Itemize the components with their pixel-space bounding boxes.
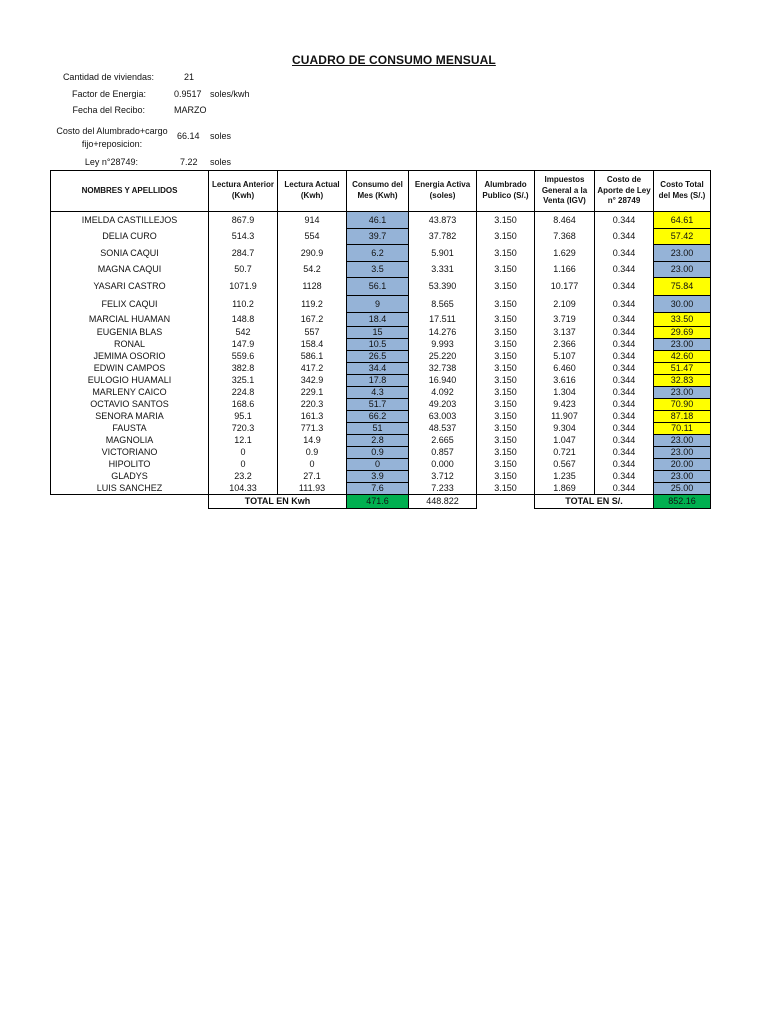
cell-lectura-actual: 557 — [278, 327, 347, 339]
cell-lectura-anterior: 110.2 — [209, 296, 278, 313]
cell-igv: 5.107 — [535, 351, 595, 363]
table-row — [51, 278, 711, 296]
cell-total: 57.42 — [654, 229, 711, 245]
cell-igv: 3.616 — [535, 375, 595, 387]
cell-lectura-anterior: 325.1 — [209, 375, 278, 387]
cell-alumbrado: 3.150 — [477, 313, 535, 327]
cell-lectura-anterior: 104.33 — [209, 483, 278, 495]
cell-total: 33.50 — [654, 313, 711, 327]
cell-total: 64.61 — [654, 212, 711, 229]
cell-lectura-actual: 220.3 — [278, 399, 347, 411]
cell-lectura-anterior: 382.8 — [209, 363, 278, 375]
cell-lectura-actual: 111.93 — [278, 483, 347, 495]
ley-value: 7.22 — [180, 157, 198, 167]
cell-consumo: 46.1 — [347, 212, 409, 229]
cell-aporte: 0.344 — [595, 387, 654, 399]
cell-lectura-anterior: 514.3 — [209, 229, 278, 245]
cell-energia: 3.331 — [409, 262, 477, 278]
factor-label: Factor de Energia: — [71, 89, 146, 99]
cell-nombre: MAGNOLIA — [51, 435, 209, 447]
cell-aporte: 0.344 — [595, 423, 654, 435]
cell-energia: 37.782 — [409, 229, 477, 245]
cell-lectura-anterior: 720.3 — [209, 423, 278, 435]
fecha-value: MARZO — [174, 105, 207, 115]
cell-lectura-actual: 914 — [278, 212, 347, 229]
cell-consumo: 26.5 — [347, 351, 409, 363]
totals-spacer — [51, 495, 209, 509]
factor-value: 0.9517 — [174, 89, 202, 99]
cell-energia: 25.220 — [409, 351, 477, 363]
header-lectura-anterior: Lectura Anterior (Kwh) — [209, 171, 278, 212]
cell-consumo: 4.3 — [347, 387, 409, 399]
cell-lectura-actual: 771.3 — [278, 423, 347, 435]
cell-nombre: IMELDA CASTILLEJOS — [51, 212, 209, 229]
cell-alumbrado: 3.150 — [477, 278, 535, 296]
cell-consumo: 66.2 — [347, 411, 409, 423]
total-kwh-label: TOTAL EN Kwh — [209, 495, 347, 509]
cell-nombre: JEMIMA OSORIO — [51, 351, 209, 363]
cell-total: 23.00 — [654, 387, 711, 399]
cell-alumbrado: 3.150 — [477, 411, 535, 423]
cell-alumbrado: 3.150 — [477, 229, 535, 245]
consumo-table — [50, 170, 711, 509]
cell-consumo: 7.6 — [347, 483, 409, 495]
cell-igv: 0.567 — [535, 459, 595, 471]
cell-igv: 1.869 — [535, 483, 595, 495]
cell-lectura-anterior: 147.9 — [209, 339, 278, 351]
cell-nombre: MAGNA CAQUI — [51, 262, 209, 278]
cell-total: 23.00 — [654, 245, 711, 262]
cell-igv: 8.464 — [535, 212, 595, 229]
table-header-row — [51, 171, 711, 212]
cell-alumbrado: 3.150 — [477, 483, 535, 495]
table-row — [51, 229, 711, 245]
cell-energia: 0.000 — [409, 459, 477, 471]
header-total: Costo Total del Mes (S/.) — [654, 171, 711, 212]
totals-row — [51, 495, 711, 509]
cell-aporte: 0.344 — [595, 262, 654, 278]
cell-consumo: 51 — [347, 423, 409, 435]
cell-total: 75.84 — [654, 278, 711, 296]
cell-lectura-anterior: 542 — [209, 327, 278, 339]
table-row — [51, 411, 711, 423]
cell-lectura-actual: 554 — [278, 229, 347, 245]
cell-alumbrado: 3.150 — [477, 262, 535, 278]
table-row — [51, 387, 711, 399]
cell-total: 23.00 — [654, 435, 711, 447]
cell-aporte: 0.344 — [595, 483, 654, 495]
cell-energia: 2.665 — [409, 435, 477, 447]
cell-lectura-actual: 27.1 — [278, 471, 347, 483]
table-row — [51, 375, 711, 387]
cell-consumo: 6.2 — [347, 245, 409, 262]
header-impuestos: Impuestos General a la Venta (IGV) — [535, 171, 595, 212]
cell-alumbrado: 3.150 — [477, 351, 535, 363]
cell-nombre: SONIA CAQUI — [51, 245, 209, 262]
table-row — [51, 399, 711, 411]
cell-aporte: 0.344 — [595, 447, 654, 459]
fecha-label: Fecha del Recibo: — [72, 105, 145, 115]
table-row — [51, 471, 711, 483]
cell-lectura-anterior: 224.8 — [209, 387, 278, 399]
cell-energia: 49.203 — [409, 399, 477, 411]
cell-nombre: SENORA MARIA — [51, 411, 209, 423]
cell-alumbrado: 3.150 — [477, 459, 535, 471]
table-row — [51, 459, 711, 471]
header-lectura-actual: Lectura Actual (Kwh) — [278, 171, 347, 212]
cell-consumo: 10.5 — [347, 339, 409, 351]
cell-consumo: 2.8 — [347, 435, 409, 447]
cell-lectura-anterior: 867.9 — [209, 212, 278, 229]
table-row — [51, 363, 711, 375]
factor-unit: soles/kwh — [210, 89, 250, 99]
cell-energia: 4.092 — [409, 387, 477, 399]
table-row — [51, 212, 711, 229]
cell-energia: 14.276 — [409, 327, 477, 339]
cell-consumo: 3.5 — [347, 262, 409, 278]
cell-igv: 7.368 — [535, 229, 595, 245]
table-row — [51, 483, 711, 495]
cell-lectura-actual: 14.9 — [278, 435, 347, 447]
table-row — [51, 423, 711, 435]
cell-total: 20.00 — [654, 459, 711, 471]
cell-alumbrado: 3.150 — [477, 339, 535, 351]
cell-lectura-actual: 586.1 — [278, 351, 347, 363]
cell-consumo: 39.7 — [347, 229, 409, 245]
cell-lectura-actual: 290.9 — [278, 245, 347, 262]
cell-aporte: 0.344 — [595, 375, 654, 387]
cell-alumbrado: 3.150 — [477, 296, 535, 313]
cell-energia: 8.565 — [409, 296, 477, 313]
table-row — [51, 245, 711, 262]
cell-total: 23.00 — [654, 339, 711, 351]
cell-nombre: DELIA CURO — [51, 229, 209, 245]
cell-energia: 43.873 — [409, 212, 477, 229]
cell-consumo: 15 — [347, 327, 409, 339]
total-soles-value: 852.16 — [654, 495, 711, 509]
cell-energia: 48.537 — [409, 423, 477, 435]
cell-aporte: 0.344 — [595, 245, 654, 262]
table-row — [51, 339, 711, 351]
page-title: CUADRO DE CONSUMO MENSUAL — [292, 53, 496, 67]
cell-aporte: 0.344 — [595, 471, 654, 483]
cell-nombre: YASARI CASTRO — [51, 278, 209, 296]
cell-energia: 5.901 — [409, 245, 477, 262]
cell-aporte: 0.344 — [595, 278, 654, 296]
cell-lectura-anterior: 12.1 — [209, 435, 278, 447]
cell-alumbrado: 3.150 — [477, 435, 535, 447]
cell-lectura-actual: 158.4 — [278, 339, 347, 351]
table-row — [51, 435, 711, 447]
costo-label-line-2: fijo+reposicion: — [81, 139, 143, 150]
cell-consumo: 3.9 — [347, 471, 409, 483]
cell-lectura-actual: 54.2 — [278, 262, 347, 278]
cell-nombre: FELIX CAQUI — [51, 296, 209, 313]
cell-energia: 63.003 — [409, 411, 477, 423]
costo-value: 66.14 — [177, 131, 200, 141]
cell-nombre: MARLENY CAICO — [51, 387, 209, 399]
cell-lectura-anterior: 168.6 — [209, 399, 278, 411]
cell-lectura-actual: 0.9 — [278, 447, 347, 459]
table-row — [51, 447, 711, 459]
header-consumo: Consumo del Mes (Kwh) — [347, 171, 409, 212]
cell-nombre: FAUSTA — [51, 423, 209, 435]
costo-label-line-1: Costo del Alumbrado+cargo — [56, 126, 168, 136]
cell-consumo: 51.7 — [347, 399, 409, 411]
cell-aporte: 0.344 — [595, 459, 654, 471]
cell-nombre: OCTAVIO SANTOS — [51, 399, 209, 411]
cell-total: 25.00 — [654, 483, 711, 495]
cell-total: 29.69 — [654, 327, 711, 339]
cell-alumbrado: 3.150 — [477, 471, 535, 483]
costo-label — [54, 125, 170, 151]
cell-total: 70.11 — [654, 423, 711, 435]
cell-lectura-anterior: 0 — [209, 447, 278, 459]
cell-consumo: 34.4 — [347, 363, 409, 375]
header-aporte: Costo de Aporte de Ley n° 28749 — [595, 171, 654, 212]
cell-nombre: GLADYS — [51, 471, 209, 483]
cell-igv: 1.166 — [535, 262, 595, 278]
cell-aporte: 0.344 — [595, 339, 654, 351]
cell-lectura-anterior: 95.1 — [209, 411, 278, 423]
ley-unit: soles — [210, 157, 232, 167]
cell-consumo: 0 — [347, 459, 409, 471]
cell-aporte: 0.344 — [595, 435, 654, 447]
cell-aporte: 0.344 — [595, 327, 654, 339]
total-kwh-value: 471.6 — [347, 495, 409, 509]
cell-lectura-anterior: 284.7 — [209, 245, 278, 262]
costo-unit: soles — [210, 131, 232, 141]
cell-energia: 9.993 — [409, 339, 477, 351]
cell-alumbrado: 3.150 — [477, 327, 535, 339]
cell-igv: 6.460 — [535, 363, 595, 375]
cell-igv: 1.047 — [535, 435, 595, 447]
cell-lectura-actual: 417.2 — [278, 363, 347, 375]
cell-igv: 3.137 — [535, 327, 595, 339]
cell-total: 51.47 — [654, 363, 711, 375]
cell-nombre: RONAL — [51, 339, 209, 351]
cell-alumbrado: 3.150 — [477, 447, 535, 459]
viviendas-label: Cantidad de viviendas: — [62, 72, 154, 82]
cell-energia: 7.233 — [409, 483, 477, 495]
table-row — [51, 313, 711, 327]
cell-energia: 3.712 — [409, 471, 477, 483]
cell-energia: 53.390 — [409, 278, 477, 296]
cell-igv: 3.719 — [535, 313, 595, 327]
cell-lectura-anterior: 1071.9 — [209, 278, 278, 296]
cell-consumo: 56.1 — [347, 278, 409, 296]
cell-consumo: 18.4 — [347, 313, 409, 327]
cell-aporte: 0.344 — [595, 229, 654, 245]
cell-alumbrado: 3.150 — [477, 363, 535, 375]
cell-lectura-actual: 0 — [278, 459, 347, 471]
total-soles-label: TOTAL EN S/. — [535, 495, 654, 509]
cell-aporte: 0.344 — [595, 411, 654, 423]
cell-igv: 2.366 — [535, 339, 595, 351]
cell-aporte: 0.344 — [595, 212, 654, 229]
cell-lectura-anterior: 50.7 — [209, 262, 278, 278]
cell-energia: 17.511 — [409, 313, 477, 327]
cell-lectura-actual: 167.2 — [278, 313, 347, 327]
cell-consumo: 9 — [347, 296, 409, 313]
cell-lectura-actual: 342.9 — [278, 375, 347, 387]
cell-igv: 1.235 — [535, 471, 595, 483]
cell-alumbrado: 3.150 — [477, 387, 535, 399]
table-row — [51, 351, 711, 363]
cell-total: 70.90 — [654, 399, 711, 411]
cell-aporte: 0.344 — [595, 399, 654, 411]
cell-nombre: LUIS SANCHEZ — [51, 483, 209, 495]
table-row — [51, 296, 711, 313]
cell-total: 42.60 — [654, 351, 711, 363]
cell-igv: 11.907 — [535, 411, 595, 423]
cell-nombre: MARCIAL HUAMAN — [51, 313, 209, 327]
cell-igv: 9.423 — [535, 399, 595, 411]
cell-lectura-anterior: 0 — [209, 459, 278, 471]
cell-energia: 32.738 — [409, 363, 477, 375]
cell-lectura-anterior: 23.2 — [209, 471, 278, 483]
cell-energia: 16.940 — [409, 375, 477, 387]
cell-alumbrado: 3.150 — [477, 423, 535, 435]
cell-lectura-anterior: 148.8 — [209, 313, 278, 327]
cell-igv: 0.721 — [535, 447, 595, 459]
table-row — [51, 262, 711, 278]
cell-lectura-actual: 161.3 — [278, 411, 347, 423]
cell-consumo: 17.8 — [347, 375, 409, 387]
cell-alumbrado: 3.150 — [477, 399, 535, 411]
cell-nombre: EULOGIO HUAMALI — [51, 375, 209, 387]
cell-lectura-actual: 119.2 — [278, 296, 347, 313]
cell-lectura-anterior: 559.6 — [209, 351, 278, 363]
cell-total: 23.00 — [654, 471, 711, 483]
cell-alumbrado: 3.150 — [477, 375, 535, 387]
cell-nombre: EDWIN CAMPOS — [51, 363, 209, 375]
cell-lectura-actual: 1128 — [278, 278, 347, 296]
cell-nombre: EUGENIA BLAS — [51, 327, 209, 339]
cell-aporte: 0.344 — [595, 313, 654, 327]
cell-aporte: 0.344 — [595, 351, 654, 363]
cell-aporte: 0.344 — [595, 363, 654, 375]
cell-energia: 0.857 — [409, 447, 477, 459]
cell-lectura-actual: 229.1 — [278, 387, 347, 399]
cell-aporte: 0.344 — [595, 296, 654, 313]
ley-label: Ley n°28749: — [84, 157, 138, 167]
table-row — [51, 327, 711, 339]
cell-igv: 1.629 — [535, 245, 595, 262]
cell-nombre: HIPOLITO — [51, 459, 209, 471]
cell-igv: 10.177 — [535, 278, 595, 296]
cell-igv: 9.304 — [535, 423, 595, 435]
header-nombres: NOMBRES Y APELLIDOS — [51, 171, 209, 212]
header-energia: Energia Activa (soles) — [409, 171, 477, 212]
total-energia-value: 448.822 — [409, 495, 477, 509]
cell-igv: 1.304 — [535, 387, 595, 399]
cell-total: 30.00 — [654, 296, 711, 313]
cell-total: 87.18 — [654, 411, 711, 423]
cell-nombre: VICTORIANO — [51, 447, 209, 459]
totals-gap — [477, 495, 535, 509]
cell-alumbrado: 3.150 — [477, 212, 535, 229]
cell-alumbrado: 3.150 — [477, 245, 535, 262]
cell-total: 23.00 — [654, 262, 711, 278]
viviendas-value: 21 — [184, 72, 195, 82]
cell-total: 32.83 — [654, 375, 711, 387]
header-alumbrado: Alumbrado Publico (S/.) — [477, 171, 535, 212]
cell-consumo: 0.9 — [347, 447, 409, 459]
cell-total: 23.00 — [654, 447, 711, 459]
cell-igv: 2.109 — [535, 296, 595, 313]
